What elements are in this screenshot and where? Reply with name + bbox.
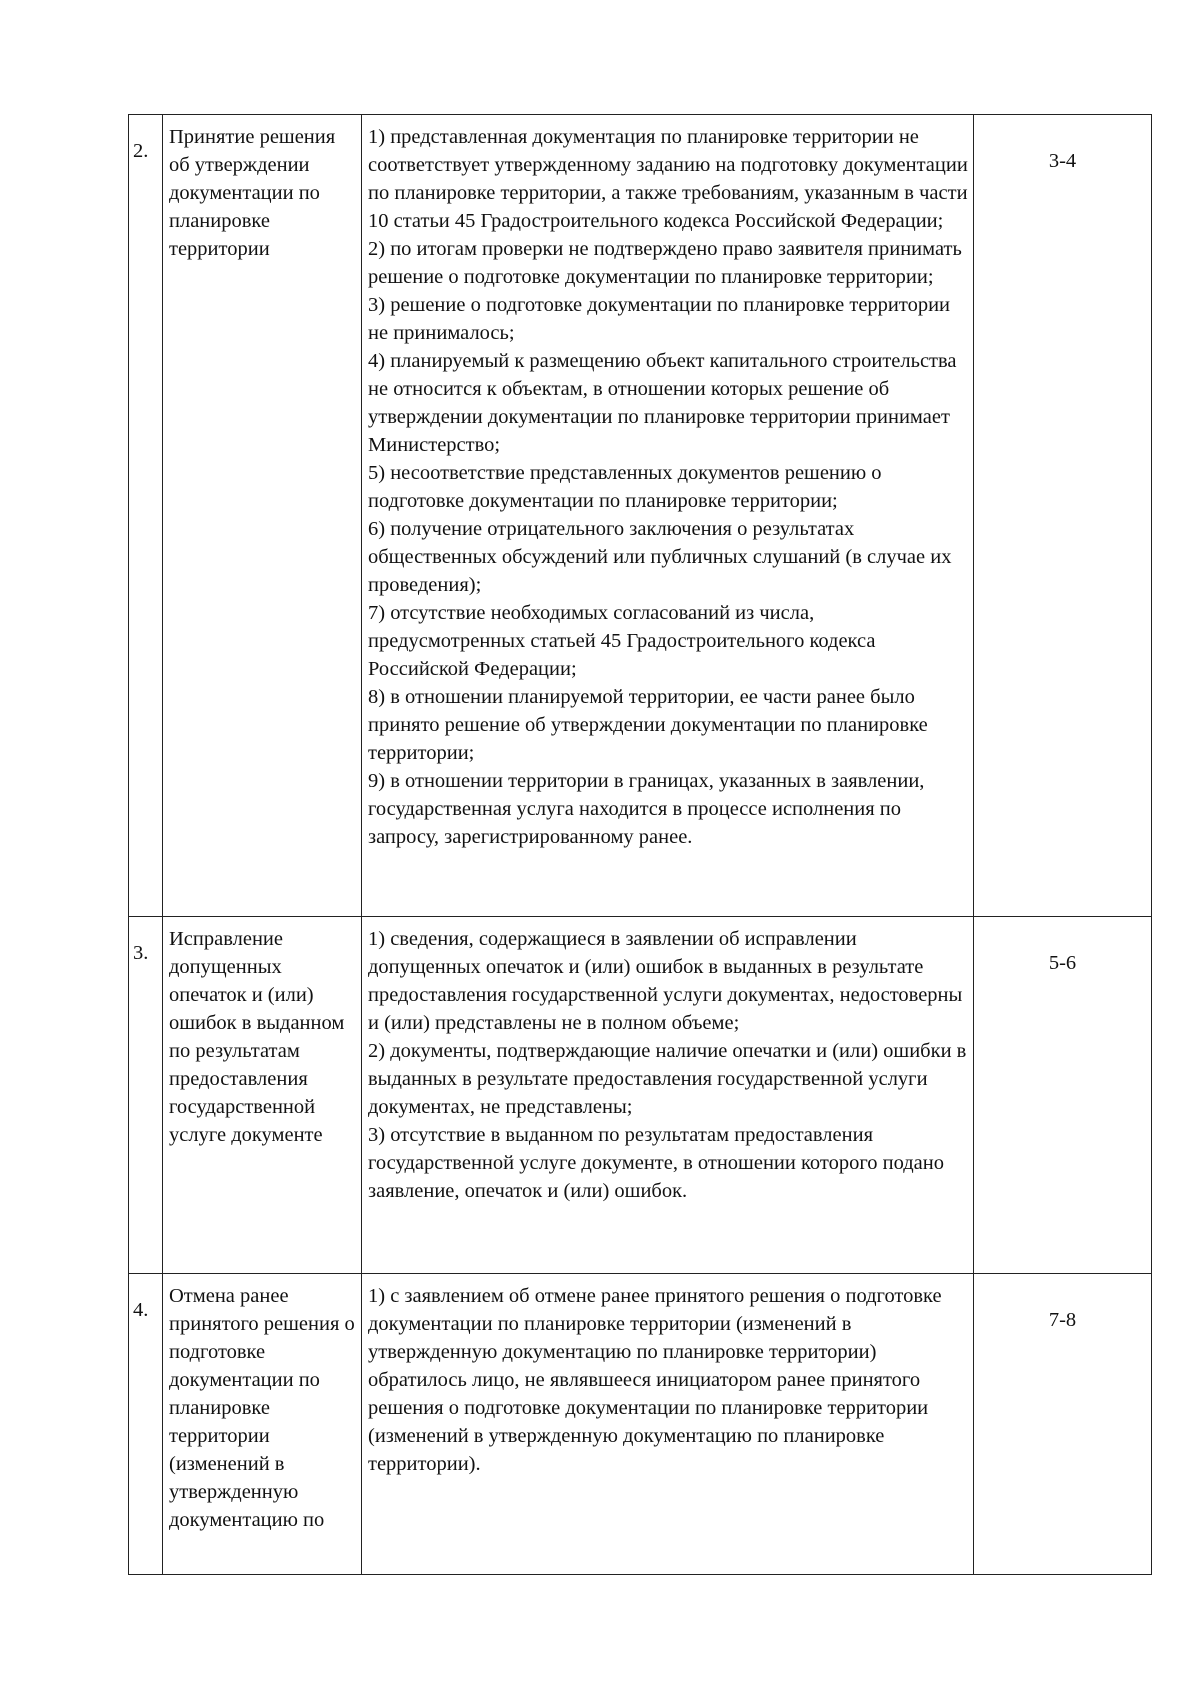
procedure-name: Исправление допущенных опечаток и (или) ошибок в выданном по результатам предоставления государственной услуге документе <box>169 928 345 1146</box>
row-number-cell <box>129 917 163 1274</box>
page-range-cell <box>974 917 1152 1274</box>
refusal-reasons-list <box>362 917 973 1209</box>
refusal-reasons-cell <box>362 1274 974 1575</box>
refusal-reason: 3) решение о подготовке документации по планировке территории не принималось; <box>368 294 951 344</box>
refusal-reason: 1) с заявлением об отмене ранее принятого решения о подготовке документации по планировке территории (изменений в утвержденную документацию по планировке территории) обратилось лицо, не являвшееся инициатором ранее принятого решения о подготовке документации по планировке территории (изменений в утвержденную документацию по планировке территории). <box>368 1285 942 1475</box>
refusal-reasons-cell <box>362 917 974 1274</box>
refusal-reason: 6) получение отрицательного заключения о результатах общественных обсуждений или публичных слушаний (в случае их проведения); <box>368 518 952 596</box>
row-number: 4. <box>133 1299 149 1321</box>
refusal-reasons-list <box>362 1274 973 1482</box>
procedure-name-cell <box>163 1274 362 1575</box>
page-range-cell <box>974 115 1152 917</box>
refusal-reason: 5) несоответствие представленных документов решению о подготовке документации по планировке территории; <box>368 462 882 512</box>
procedure-name: Принятие решения об утверждении документации по планировке территории <box>169 126 336 260</box>
row-number-cell <box>129 115 163 917</box>
refusal-reason: 8) в отношении планируемой территории, ее части ранее было принято решение об утверждении документации по планировке территории; <box>368 686 928 764</box>
row-number: 2. <box>133 140 149 162</box>
table-row <box>129 115 1152 917</box>
refusal-reasons-list <box>362 115 973 855</box>
row-number: 3. <box>133 942 149 964</box>
refusal-reason: 2) документы, подтверждающие наличие опечатки и (или) ошибки в выданных в результате предоставления государственной услуги документах, не представлены; <box>368 1040 967 1118</box>
refusal-reason: 1) сведения, содержащиеся в заявлении об исправлении допущенных опечаток и (или) ошибок в выданных в результате предоставления государственной услуги документах, недостоверны и (или) представлены не в полном объеме; <box>368 928 963 1034</box>
table-row <box>129 1274 1152 1575</box>
row-number-cell <box>129 1274 163 1575</box>
refusal-reason: 4) планируемый к размещению объект капитального строительства не относится к объектам, в отношении которых решение об утверждении документации по планировке территории принимает Министерство; <box>368 350 957 456</box>
procedure-name: Отмена ранее принятого решения о подготовке документации по планировке территории (изменений в утвержденную документацию по <box>169 1285 355 1531</box>
table-row <box>129 917 1152 1274</box>
page-range: 5-6 <box>1048 952 1077 974</box>
document-table <box>128 114 1152 1575</box>
refusal-reason: 9) в отношении территории в границах, указанных в заявлении, государственная услуга находится в процессе исполнения по запросу, зарегистрированному ранее. <box>368 770 925 848</box>
procedure-name-cell <box>163 115 362 917</box>
page-range-cell <box>974 1274 1152 1575</box>
refusal-reason: 1) представленная документация по планировке территории не соответствует утвержденному заданию на подготовку документации по планировке территории, а также требованиям, указанным в части 10 статьи 45 Градостроительного кодекса Российской Федерации; <box>368 126 968 232</box>
refusal-reasons-cell <box>362 115 974 917</box>
refusal-reason: 2) по итогам проверки не подтверждено право заявителя принимать решение о подготовке документации по планировке территории; <box>368 238 962 288</box>
refusal-reason: 7) отсутствие необходимых согласований из числа, предусмотренных статьей 45 Градостроительного кодекса Российской Федерации; <box>368 602 876 680</box>
page-range: 3-4 <box>1048 150 1077 172</box>
page-range: 7-8 <box>1048 1309 1077 1331</box>
refusal-reason: 3) отсутствие в выданном по результатам предоставления государственной услуге документе, в отношении которого подано заявление, опечаток и (или) ошибок. <box>368 1124 944 1202</box>
procedure-name-cell <box>163 917 362 1274</box>
